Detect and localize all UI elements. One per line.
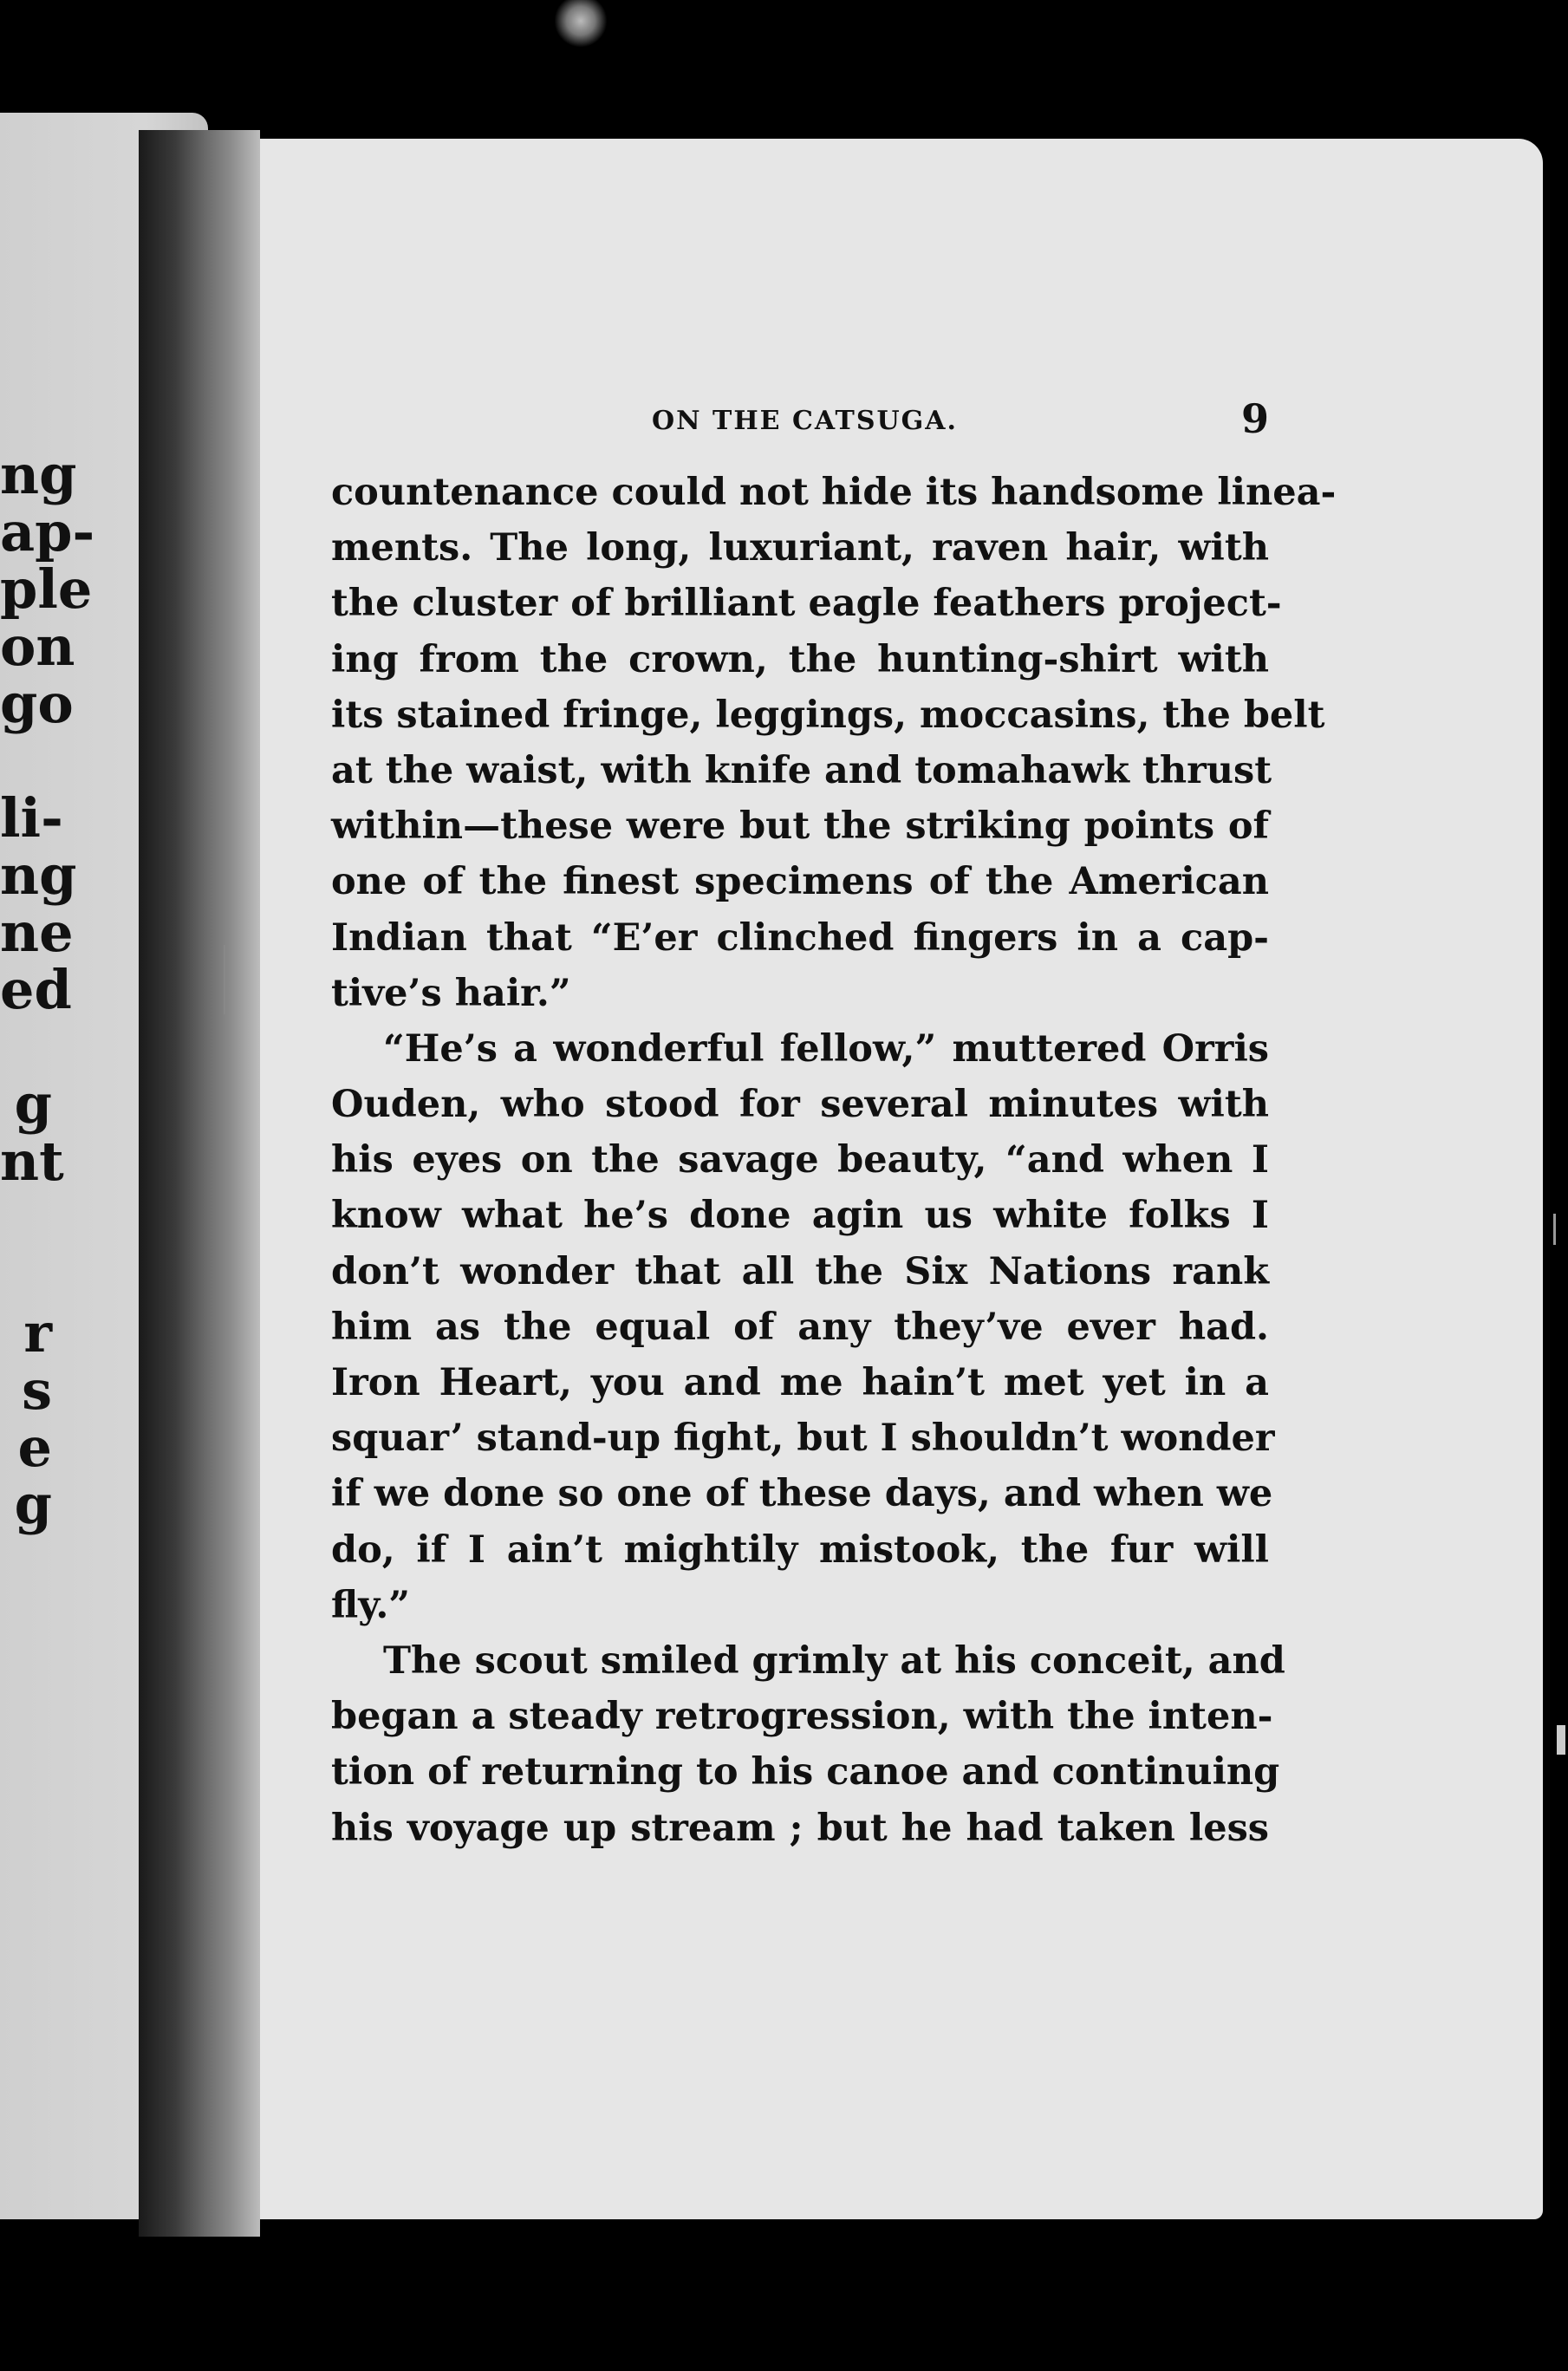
text-line: began a steady retrogression, with the inten- — [331, 1695, 1273, 1739]
right-page — [260, 139, 1543, 2219]
running-head — [331, 390, 1269, 451]
text-line: his eyes on the savage beauty, “and when I — [331, 1138, 1269, 1182]
left-fragment: g — [14, 1072, 52, 1136]
left-fragment: ap- — [0, 500, 95, 563]
left-fragment — [0, 1534, 52, 1591]
text-line: squar’ stand-up fight, but I shouldn’t wonder — [331, 1417, 1275, 1461]
text-line: if we done so one of these days, and when we — [331, 1472, 1273, 1516]
text-line: countenance could not hide its handsome linea- — [331, 471, 1337, 514]
left-fragment: ng — [0, 443, 77, 506]
left-fragment: li- — [0, 786, 63, 850]
text-line: tion of returning to his canoe and continuing — [331, 1750, 1280, 1795]
left-fragment: e — [17, 1416, 52, 1479]
running-title: ON THE CATSUGA. — [652, 406, 958, 436]
text-line: one of the finest specimens of the American — [331, 860, 1269, 904]
left-fragment — [0, 1019, 52, 1076]
left-fragment: ng — [0, 844, 77, 907]
text-line: the cluster of brilliant eagle feathers project- — [331, 582, 1282, 626]
left-fragment: ne — [0, 901, 74, 964]
text-line: do, if I ain’t mightily mistook, the fur will — [331, 1527, 1269, 1572]
body-text — [331, 465, 1337, 1856]
text-line: Ouden, who stood for several minutes with — [331, 1083, 1269, 1127]
book-gutter-shadow — [139, 130, 260, 2237]
left-fragment: g — [14, 1473, 52, 1536]
text-line: Indian that “E’er clinched fingers in a cap- — [331, 915, 1269, 960]
left-fragment: on — [0, 615, 75, 678]
scan-speck — [555, 0, 607, 52]
left-fragment: r — [23, 1301, 52, 1365]
page-number: 9 — [1240, 395, 1269, 442]
text-line: tive’s hair.” — [331, 971, 571, 1015]
left-page-text-fragments — [0, 443, 95, 1648]
scan-mark — [1557, 1725, 1565, 1755]
text-line: Iron Heart, you and me hain’t met yet in a — [331, 1361, 1269, 1404]
text-line: The scout smiled grimly at his conceit, and — [383, 1638, 1285, 1683]
text-line: within—these were but the striking points of — [331, 804, 1269, 849]
left-fragment: nt — [0, 1130, 64, 1193]
page-content — [331, 390, 1337, 1856]
text-line: him as the equal of any they’ve ever had. — [331, 1305, 1269, 1349]
text-line: don’t wonder that all the Six Nations rank — [331, 1249, 1269, 1293]
left-fragment: ed — [0, 958, 72, 1021]
left-fragment — [0, 1591, 52, 1648]
text-line: know what he’s done agin us white folks I — [331, 1194, 1269, 1238]
left-fragment: ple — [0, 557, 93, 621]
left-fragment: s — [22, 1358, 52, 1422]
text-line: his voyage up stream ; but he had taken less — [331, 1806, 1269, 1850]
left-fragment — [0, 733, 52, 790]
text-line: “He’s a wonderful fellow,” muttered Orris — [383, 1026, 1269, 1071]
scan-mark — [1553, 1214, 1561, 1245]
left-fragment: go — [0, 672, 74, 735]
text-line: ing from the crown, the hunting-shirt with — [331, 637, 1269, 681]
left-fragment — [0, 1190, 52, 1247]
left-fragment — [0, 1247, 52, 1305]
text-line: at the waist, with knife and tomahawk thrust — [331, 748, 1272, 792]
text-line: its stained fringe, leggings, moccasins, the belt — [331, 693, 1325, 737]
text-line: fly.” — [331, 1583, 411, 1627]
text-line: ments. The long, luxuriant, raven hair, with — [331, 526, 1269, 570]
scan-mark — [224, 945, 229, 1014]
